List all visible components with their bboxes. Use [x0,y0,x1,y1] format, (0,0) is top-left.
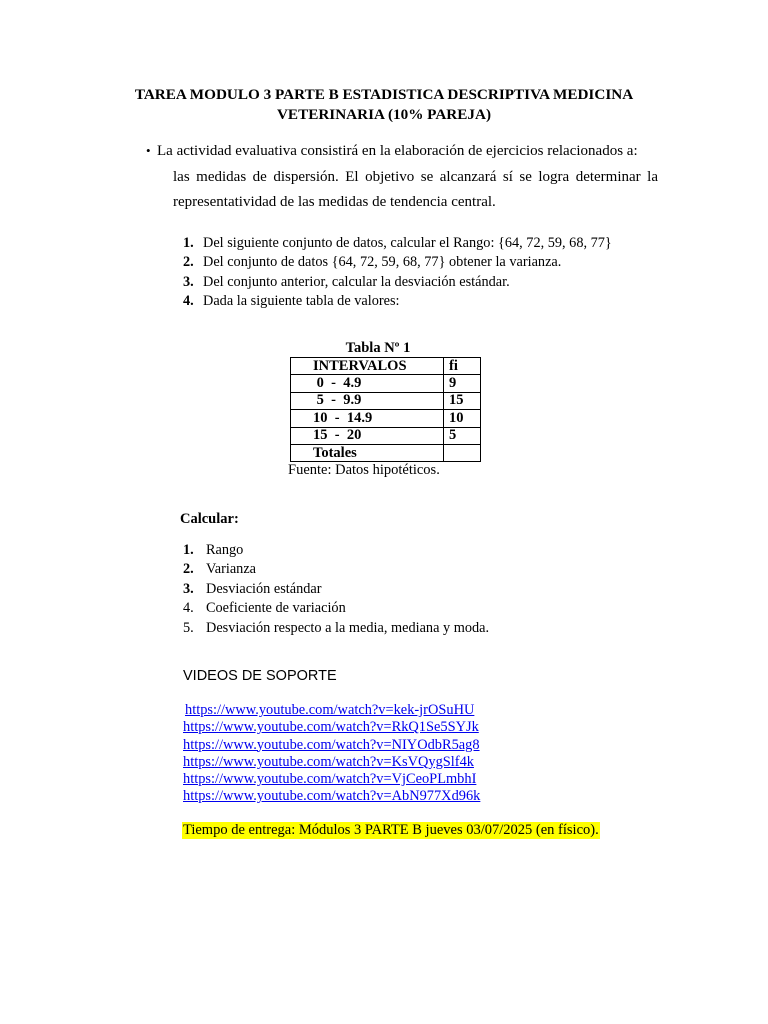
intro-line-3: representatividad de las medidas de tendencia central. [173,194,496,210]
item-number: 1. [183,235,194,251]
intro-line-1: La actividad evaluativa consistirá en la elaboración de ejercicios relacionados a: [157,143,638,159]
fi-cell: 5 [444,427,481,444]
item-number: 3. [183,273,194,290]
title-line-1: TAREA MODULO 3 PARTE B ESTADISTICA DESCRIPTIVA MEDICINA [134,86,634,103]
item-text: Del conjunto de datos {64, 72, 59, 68, 77} obtener la varianza. [203,254,562,271]
list-item [183,253,612,272]
item-text: Dada la siguiente tabla de valores: [203,292,400,309]
frequency-table [290,357,481,462]
list-item [183,292,612,311]
totals-value [444,444,481,461]
fi-cell: 9 [444,375,481,392]
item-number: 2. [183,561,194,578]
bullet-icon: • [146,143,151,158]
table-title: Tabla Nº 1 [345,340,411,356]
list-item [183,599,489,618]
fi-cell: 15 [444,392,481,409]
intro-line-2: las medidas de dispersión. El objetivo se alcanzará sí se logra determinar la [173,168,658,185]
table-row [291,375,481,392]
table-source: Fuente: Datos hipotéticos. [288,462,440,478]
video-link[interactable]: https://www.youtube.com/watch?v=VjCeoPLmbhI [183,771,477,788]
list-item [183,560,489,579]
exercise-list [183,234,612,311]
table-header-row [291,358,481,375]
table-totals-row [291,444,481,461]
calculate-list [183,541,489,638]
item-number: 5. [183,619,194,636]
item-text: Desviación respecto a la media, mediana y moda. [206,619,490,636]
list-item [183,273,612,292]
item-text: Del siguiente conjunto de datos, calcular el Rango: {64, 72, 59, 68, 77} [203,235,612,251]
list-item [183,541,489,560]
table-row [291,427,481,444]
header-fi: fi [444,358,481,375]
fi-cell: 10 [444,410,481,427]
video-link[interactable]: https://www.youtube.com/watch?v=AbN977Xd96k [183,788,481,805]
deadline-highlight: Tiempo de entrega: Módulos 3 PARTE B jueves 03/07/2025 (en físico). [183,822,599,838]
video-link[interactable]: https://www.youtube.com/watch?v=KsVQygSlf4k [183,753,474,770]
video-link[interactable]: https://www.youtube.com/watch?v=NIYOdbR5ag8 [183,736,480,753]
calculate-heading: Calcular: [180,511,239,527]
intro-paragraph [146,140,658,217]
list-item [183,619,489,638]
list-item [183,580,489,599]
title-line-2: VETERINARIA (10% PAREJA) [276,106,492,123]
item-text: Rango [206,542,244,558]
video-links [183,702,480,806]
table-row [291,410,481,427]
interval-cell: 5 - 9.9 [291,392,444,409]
videos-heading: VIDEOS DE SOPORTE [183,668,337,684]
item-number: 1. [183,542,194,558]
item-number: 3. [183,580,194,597]
interval-cell: 0 - 4.9 [291,375,444,392]
header-intervals: INTERVALOS [291,358,444,375]
item-number: 2. [183,254,194,271]
item-text: Varianza [206,561,257,578]
totals-label: Totales [291,444,444,461]
table-row [291,392,481,409]
item-number: 4. [183,292,194,309]
document-title [100,85,668,125]
item-text: Coeficiente de variación [206,600,346,617]
interval-cell: 10 - 14.9 [291,410,444,427]
video-link[interactable]: https://www.youtube.com/watch?v=kek-jrOSuHU [185,702,475,718]
item-text: Del conjunto anterior, calcular la desviación estándar. [203,273,510,290]
interval-cell: 15 - 20 [291,427,444,444]
item-number: 4. [183,600,194,617]
list-item [183,234,612,253]
video-link[interactable]: https://www.youtube.com/watch?v=RkQ1Se5SYJk [183,719,479,736]
item-text: Desviación estándar [206,580,322,597]
